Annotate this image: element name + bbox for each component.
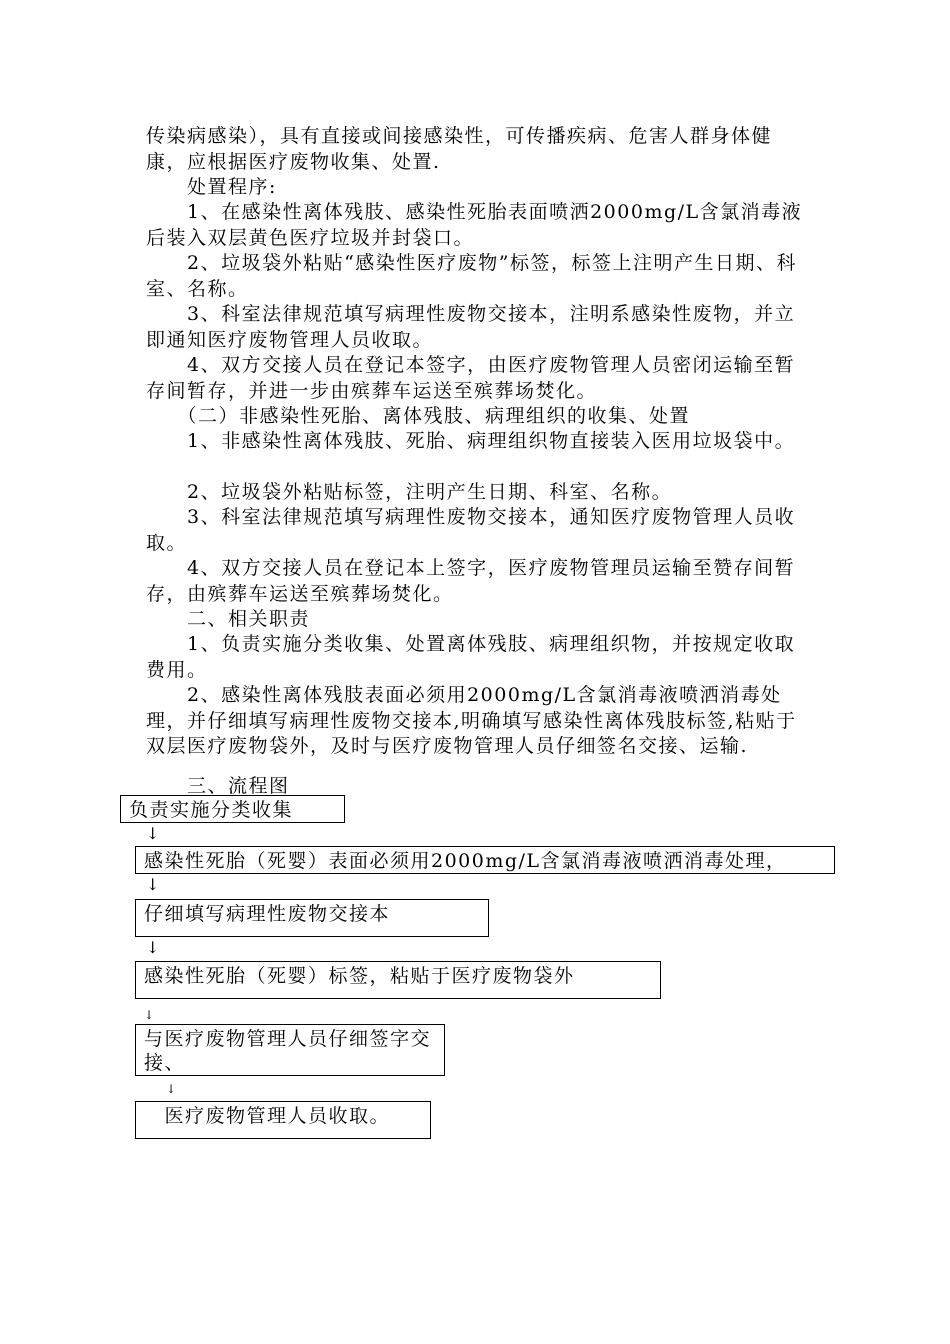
flow-step-6: 医疗废物管理人员收取。 (135, 1101, 431, 1139)
paragraph-nonInf-step-2: 2、垃圾袋外粘贴标签，注明产生日期、科室、名称。 (146, 481, 673, 503)
paragraph-nonInf-step-1: 1、非感染性离体残肢、死胎、病理组织物直接装入医用垃圾袋中。 (146, 430, 796, 452)
flow-arrow-1: ↓ (146, 824, 160, 843)
paragraph-step-3: 3、科室法律规范填写病理性废物交接本，注明系感染性废物，并立即通知医疗废物管理人员收取。 (146, 303, 796, 351)
section-heading-flowchart: 三、流程图 (146, 775, 290, 797)
paragraph-resp-1: 1、负责实施分类收集、处置离体残肢、病理组织物，并按规定收取费用。 (146, 633, 796, 681)
flow-arrow-2: ↓ (146, 875, 160, 894)
flow-step-1: 负责实施分类收集 (120, 795, 345, 823)
flow-step-5: 与医疗废物管理人员仔细签字交接、 (135, 1024, 445, 1076)
flow-step-4: 感染性死胎（死婴）标签，粘贴于医疗废物袋外 (135, 961, 661, 999)
paragraph-intro: 传染病感染），具有直接或间接感染性，可传播疾病、危害人群身体健康，应根据医疗废物收集、处置. (146, 125, 773, 173)
paragraph-nonInf-step-3: 3、科室法律规范填写病理性废物交接本，通知医疗废物管理人员收取。 (146, 506, 796, 554)
flow-arrow-5: ↓ (166, 1082, 177, 1096)
paragraph-step-2: 2、垃圾袋外粘贴“感染性医疗废物”标签，标签上注明产生日期、科室、名称。 (146, 252, 798, 300)
flow-arrow-3: ↓ (146, 938, 160, 957)
flow-step-2: 感染性死胎（死婴）表面必须用2000mg/L含氯消毒液喷洒消毒处理， (135, 846, 835, 874)
paragraph-procedure-heading: 处置程序: (146, 176, 277, 198)
paragraph-step-4: 4、双方交接人员在登记本签字，由医疗废物管理人员密闭运输至暂存间暂存，并进一步由殡葬车运送至殡葬场焚化。 (146, 354, 796, 402)
paragraph-step-1: 1、在感染性离体残肢、感染性死胎表面喷洒2000mg/L含氯消毒液后装入双层黄色医疗垃圾并封袋口。 (146, 201, 803, 249)
paragraph-nonInf-step-4: 4、双方交接人员在登记本上签字，医疗废物管理员运输至赞存间暂存，由殡葬车运送至殡葬场焚化。 (146, 557, 796, 605)
paragraph-resp-2: 2、感染性离体残肢表面必须用2000mg/L含氯消毒液喷洒消毒处理，并仔细填写病理性废物交接本,明确填写感染性离体残肢标签,粘贴于双层医疗废物袋外，及时与医疗废物管理人员仔细签名交接、运输. (146, 684, 797, 757)
flow-arrow-4: ↓ (144, 1008, 155, 1022)
section-heading-non-infectious: （二）非感染性死胎、离体残肢、病理组织的收集、处置 (146, 405, 691, 427)
section-heading-responsibilities: 二、相关职责 (146, 608, 311, 630)
flow-step-3: 仔细填写病理性废物交接本 (135, 899, 489, 937)
